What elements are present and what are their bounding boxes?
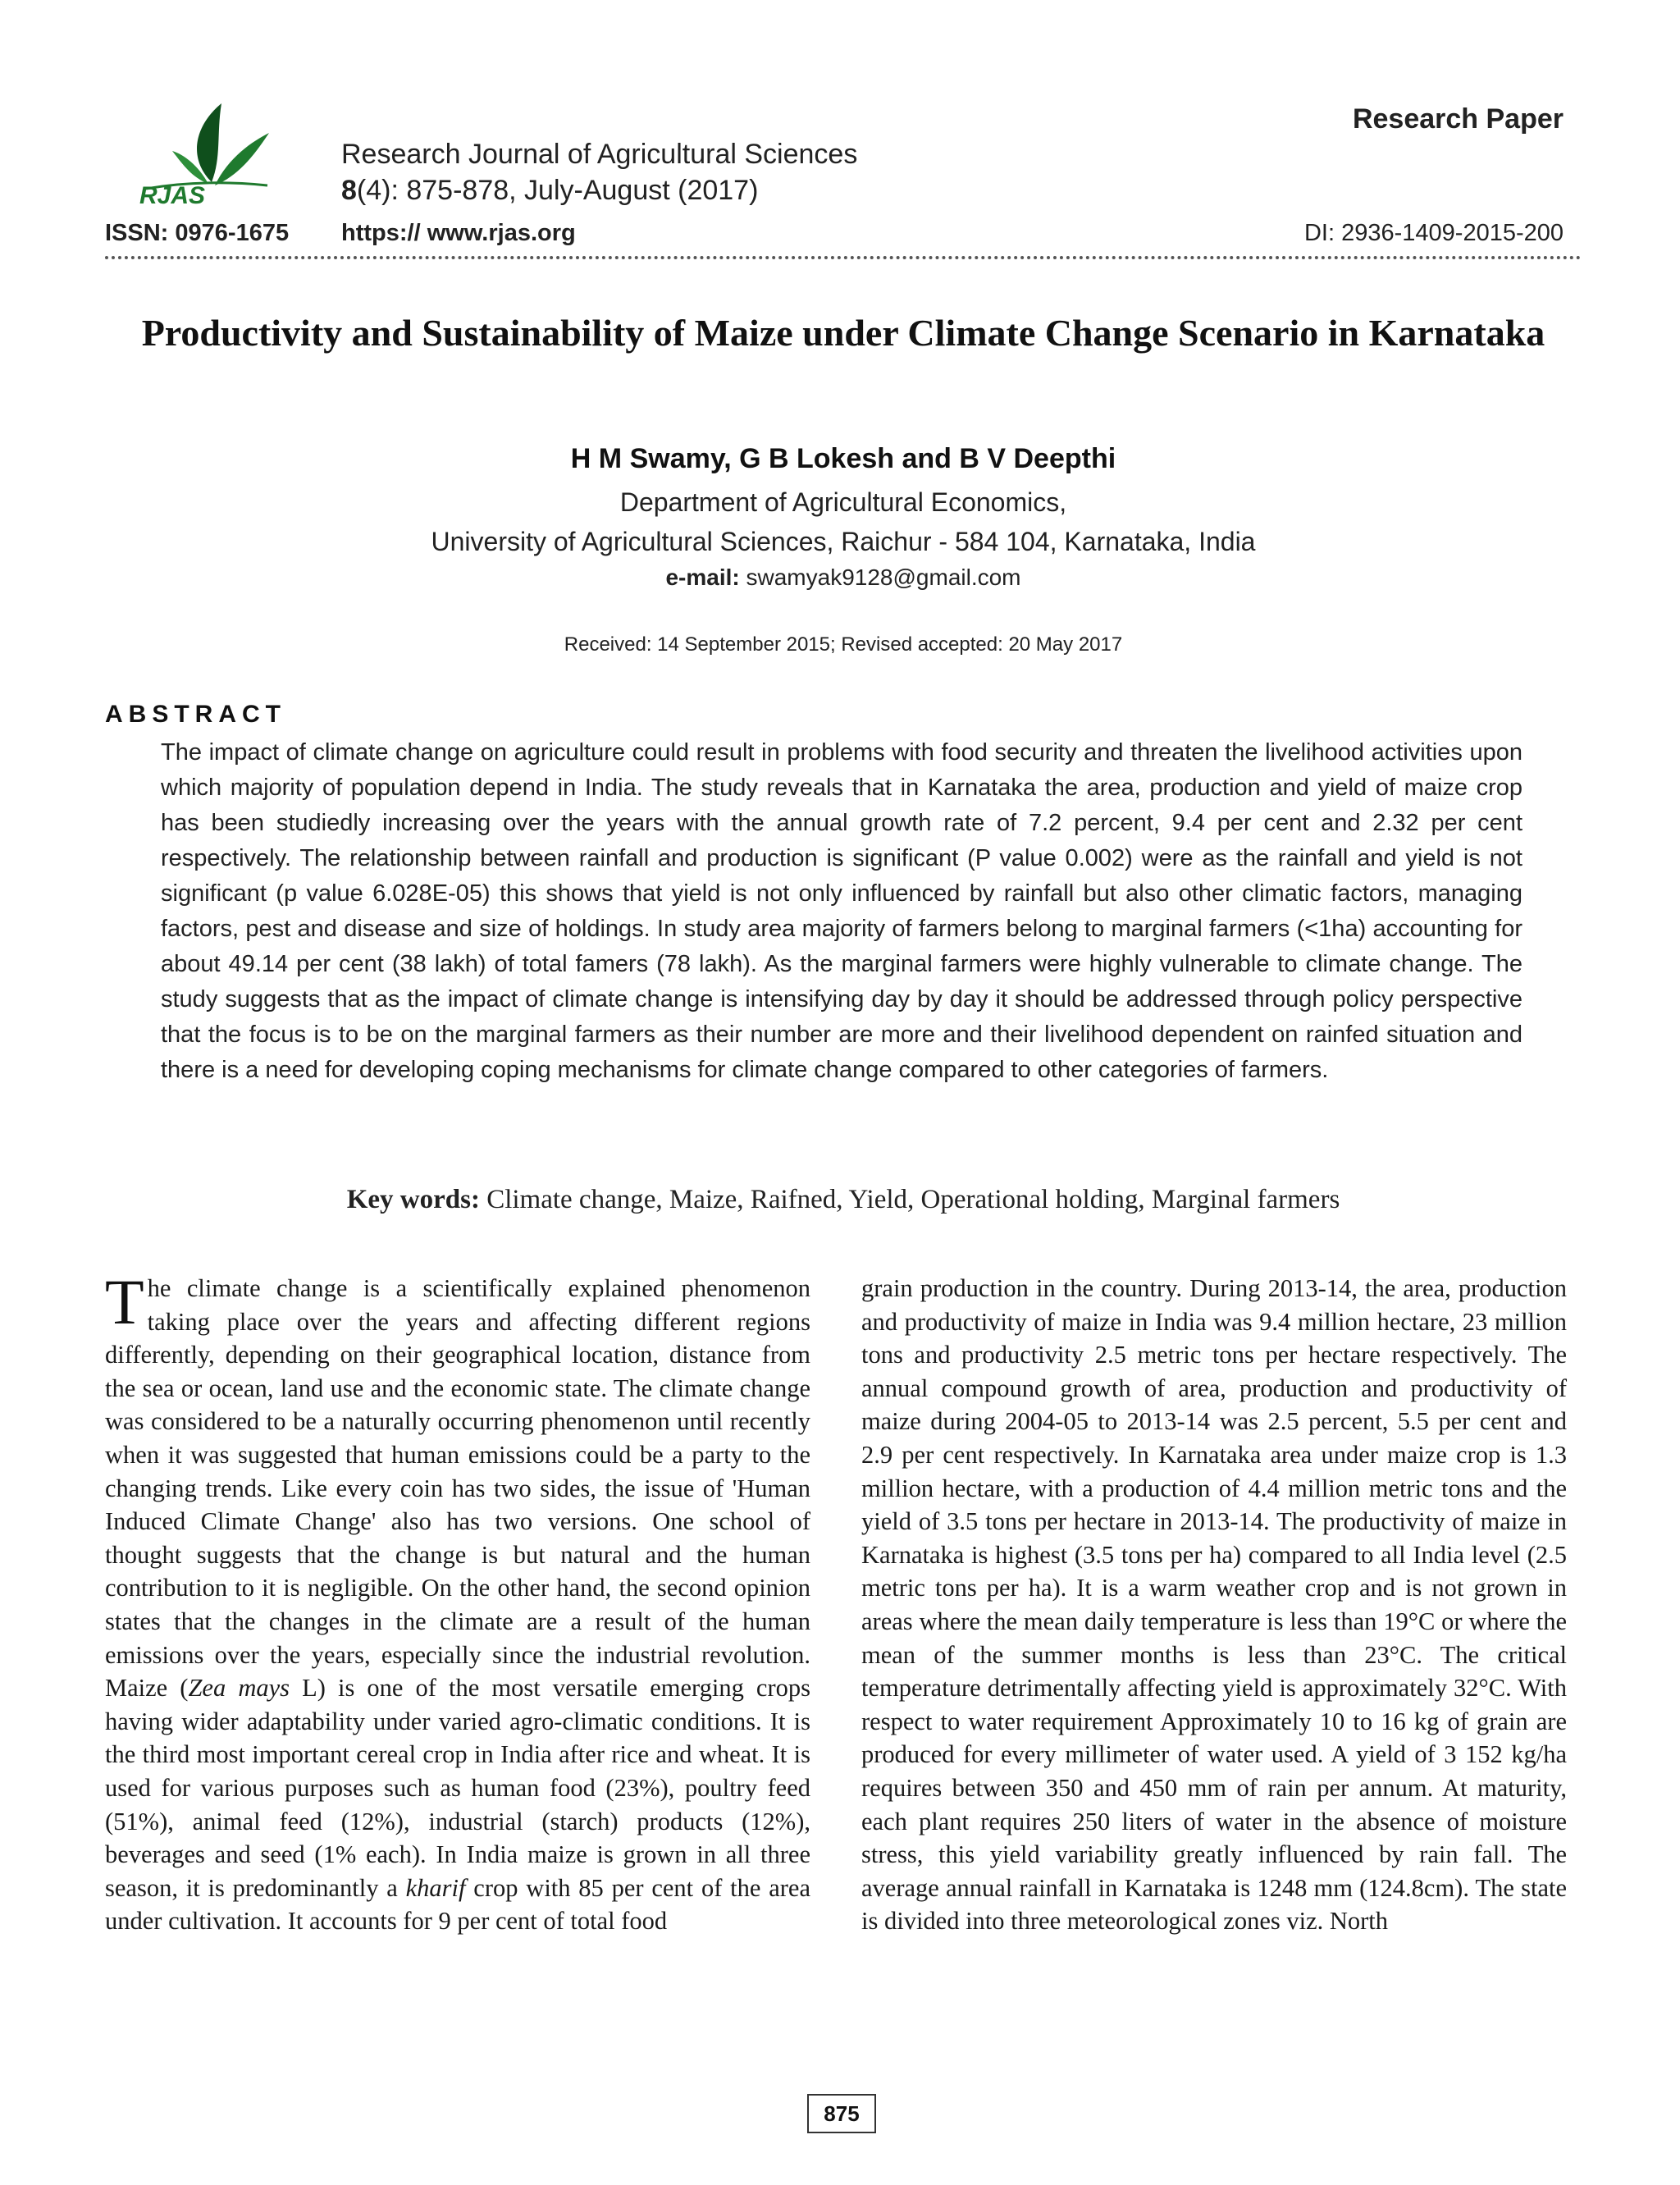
affiliation-university: University of Agricultural Sciences, Raichur - 584 104, Karnataka, India xyxy=(431,527,1256,556)
left-text-1: he climate change is a scientifically explained phenomenon taking place over the years and affecting different regions differently, depending on their geographical location, distance from the sea or ocean, land use and the economic state. The climate change was considered to be a naturally occurring phenomenon until recently when it was suggested that human emissions could be a party to the changing trends. Like every coin has two sides, the issue of 'Human Induced Climate Change' also has two versions. One school of thought suggests that the change is but natural and the human contribution to it is negligible. On the other hand, the second opinion states that the changes in the climate are a result of the human emissions over the years, especially since the industrial revolution. Maize ( xyxy=(105,1274,810,1703)
affiliation-department: Department of Agricultural Economics, xyxy=(619,487,1067,517)
email-label: e-mail: xyxy=(665,565,740,590)
received-dates: Received: 14 September 2015; Revised accepted: 20 May 2017 xyxy=(564,633,1123,656)
keywords-label: Key words: xyxy=(346,1185,480,1214)
journal-header xyxy=(105,90,1582,254)
keywords xyxy=(105,1185,1582,1215)
page-number: 875 xyxy=(807,2094,876,2133)
header-divider xyxy=(105,256,1582,259)
journal-volume: 8 xyxy=(341,175,357,206)
journal-name: Research Journal of Agricultural Sciences xyxy=(341,139,858,170)
left-text-3: crop with 85 per cent of the area under cultivation. It accounts for 9 per cent of total food xyxy=(105,1873,810,1936)
doi: DI: 2936-1409-2015-200 xyxy=(1303,220,1564,246)
journal-logo xyxy=(130,100,277,207)
drop-cap: T xyxy=(105,1266,144,1337)
left-italic-season: kharif xyxy=(405,1873,466,1902)
journal-issue-info: (4): 875-878, July-August (2017) xyxy=(356,175,759,206)
paper-title: Productivity and Sustainability of Maize under Climate Change Scenario in Karnataka xyxy=(141,312,1545,354)
abstract-text: The impact of climate change on agriculture could result in problems with food security and threaten the livelihood activities upon which majority of population depend in India. The study reveals that in Karnataka the area, production and yield of maize crop has been studiedly increasing over the years with the annual growth rate of 7.2 percent, 9.4 per cent and 2.32 per cent respectively. The relationship between rainfall and production is significant (P value 0.002) were as the rainfall and yield is not significant (p value 6.028E-05) this shows that yield is not only influenced by rainfall but also other climatic factors, managing factors, pest and disease and size of holdings. In study area majority of farmers belong to marginal farmers (<1ha) accounting for about 49.14 per cent (38 lakh) of total famers (78 lakh). As the marginal farmers were highly vulnerable to climate change. The study suggests that as the impact of climate change is intensifying day by day it should be addressed through policy perspective that the focus is to be on the marginal farmers as their number are more and their livelihood dependent on rainfed situation and there is a need for developing coping mechanisms for climate change compared to other categories of farmers. xyxy=(161,739,1522,1083)
body-column-right: grain production in the country. During 2013-14, the area, production and productivity of maize in India was 9.4 million hectare, 23 million tons and productivity 2.5 metric tons per hectare respectively. The annual compound growth of area, production and productivity of maize during 2004-05 to 2013-14 was 2.5 percent, 5.5 per cent and 2.9 per cent respectively. In Karnataka area under maize crop is 1.3 million hectare, with a production of 4.4 million metric tons and the yield of 3.5 tons per hectare in 2013-14. The productivity of maize in Karnataka is highest (3.5 tons per ha) compared to all India level (2.5 metric tons per ha). It is a warm weather crop and is not grown in areas where the mean daily temperature is less than 19°C or where the mean of the summer months is less than 23°C. The critical temperature detrimentally affecting yield is approximately 32°C. With respect to water requirement Approximately 10 to 16 kg of grain are produced for every millimeter of water used. A yield of 3 152 kg/ha requires between 350 and 450 mm of rain per annum. At maturity, each plant requires 250 liters of water in the absence of moisture stress, this yield variability greatly influenced by rain fall. The average annual rainfall in Karnataka is 1248 mm (124.8cm). The state is divided into three meteorological zones viz. North xyxy=(861,1274,1567,1936)
authors: H M Swamy, G B Lokesh and B V Deepthi xyxy=(570,443,1116,474)
abstract-heading: ABSTRACT xyxy=(105,701,286,728)
left-italic-species: Zea mays xyxy=(188,1674,290,1703)
left-text-2: L) is one of the most versatile emerging crops having wider adaptability under varied agro-climatic conditions. It is the third most important cereal crop in India after rice and wheat. It is used for various purposes such as human food (23%), poultry feed (51%), animal feed (12%), industrial (starch) products (12%), beverages and seed (1% each). In India maize is grown in all three season, it is predominantly a xyxy=(105,1674,810,1902)
body-column-left xyxy=(105,1266,810,1938)
logo-text: RJAS xyxy=(139,182,206,207)
email-line xyxy=(105,565,1582,591)
email-address[interactable]: swamyak9128@gmail.com xyxy=(746,565,1021,590)
journal-url[interactable]: https:// www.rjas.org xyxy=(341,220,576,246)
journal-info xyxy=(341,136,857,208)
keywords-list: Climate change, Maize, Raifned, Yield, Operational holding, Marginal farmers xyxy=(486,1185,1340,1214)
issn: ISSN: 0976-1675 xyxy=(105,220,290,246)
journal-issue xyxy=(341,172,857,208)
paper-type: Research Paper xyxy=(1352,103,1564,135)
